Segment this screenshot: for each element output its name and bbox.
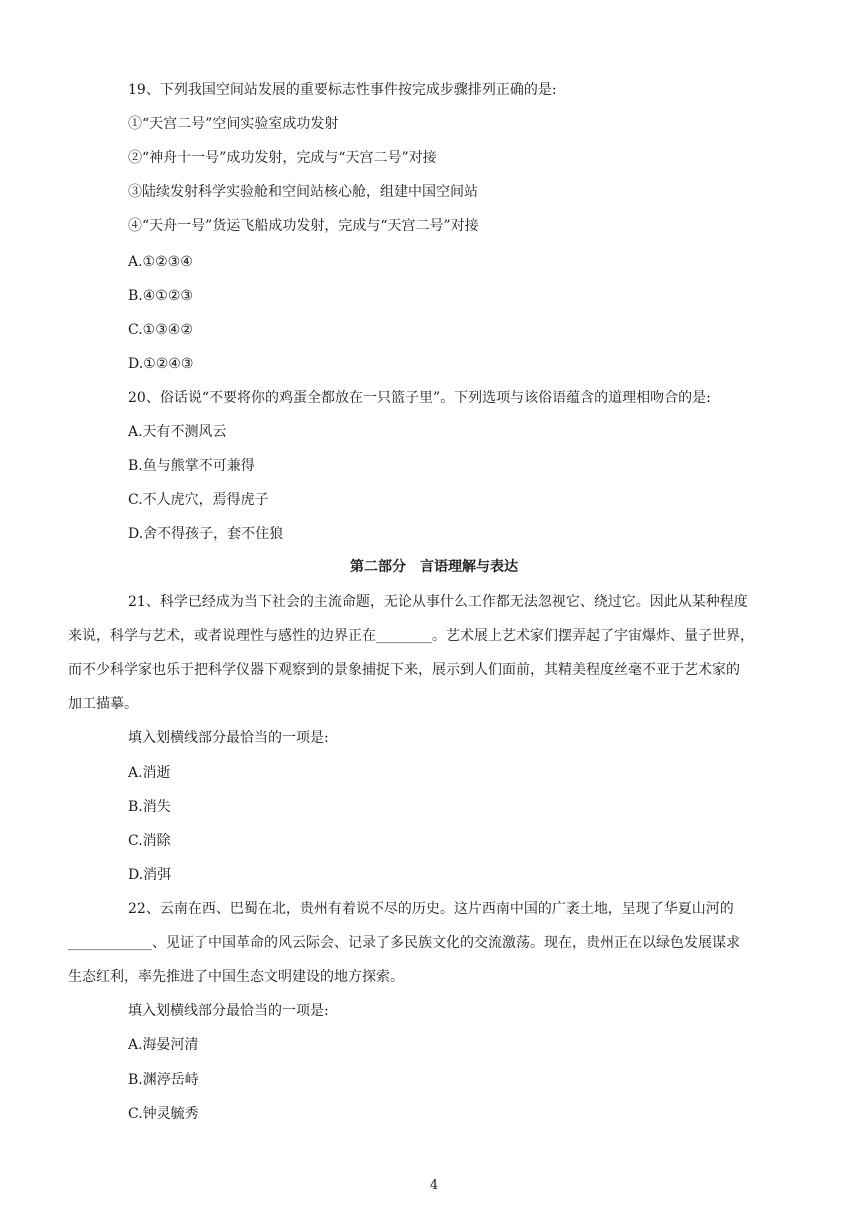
section-heading: 第二部分 言语理解与表达 bbox=[350, 559, 518, 575]
q22-prompt: 填入划横线部分最恰当的一项是: bbox=[128, 1003, 329, 1019]
q20-option-a: A.天有不测风云 bbox=[128, 424, 227, 440]
q21-option-b: B.消失 bbox=[128, 799, 171, 815]
q21-line-4: 加工描摹。 bbox=[68, 696, 138, 712]
q20-option-b: B.鱼与熊掌不可兼得 bbox=[128, 458, 255, 474]
q21-option-c: C.消除 bbox=[128, 833, 171, 849]
q19-option-b: B.④①②③ bbox=[128, 288, 193, 304]
q22-option-a: A.海晏河清 bbox=[128, 1037, 199, 1053]
q19-item-2: ②“神舟十一号”成功发射，完成与“天宫二号”对接 bbox=[128, 150, 437, 166]
q19-option-c: C.①③④② bbox=[128, 322, 193, 338]
q22-line-3: 生态红利，率先推进了中国生态文明建设的地方探索。 bbox=[68, 969, 404, 985]
q19-stem: 19、下列我国空间站发展的重要标志性事件按完成步骤排列正确的是: bbox=[128, 82, 557, 98]
q22-option-c: C.钟灵毓秀 bbox=[128, 1106, 199, 1122]
q20-option-c: C.不人虎穴，焉得虎子 bbox=[128, 492, 269, 508]
q21-option-a: A.消逝 bbox=[128, 765, 171, 781]
q19-item-3: ③陆续发射科学实验舱和空间站核心舱，组建中国空间站 bbox=[128, 184, 478, 200]
q21-line-2: 来说，科学与艺术，或者说理性与感性的边界正在________。艺术展上艺术家们摆弄起了宇宙爆炸、量子世界， bbox=[68, 628, 754, 644]
q22-option-b: B.渊渟岳峙 bbox=[128, 1072, 199, 1088]
q19-item-4: ④“天舟一号”货运飞船成功发射，完成与“天宫二号”对接 bbox=[128, 218, 479, 234]
q21-line-3: 而不少科学家也乐于把科学仪器下观察到的景象捕捉下来，展示到人们面前，其精美程度丝毫不亚于艺术家的 bbox=[68, 662, 740, 678]
q22-line-1: 22、云南在西、巴蜀在北，贵州有着说不尽的历史。这片西南中国的广袤土地，呈现了华夏山河的 bbox=[128, 901, 734, 917]
q19-option-d: D.①②④③ bbox=[128, 356, 194, 372]
q20-stem: 20、俗话说“不要将你的鸡蛋全都放在一只篮子里”。下列选项与该俗语蕴含的道理相吻合的是: bbox=[128, 390, 711, 406]
page-number: 4 bbox=[429, 1178, 439, 1193]
q19-item-1: ①“天宫二号”空间实验室成功发射 bbox=[128, 116, 339, 132]
q21-option-d: D.消弭 bbox=[128, 867, 172, 883]
q22-line-2: ____________、见证了中国革命的风云际会、记录了多民族文化的交流激荡。现在，贵州正在以绿色发展谋求 bbox=[68, 935, 740, 951]
q20-option-d: D.舍不得孩子，套不住狼 bbox=[128, 526, 284, 542]
q19-option-a: A.①②③④ bbox=[128, 254, 193, 270]
q21-prompt: 填入划横线部分最恰当的一项是: bbox=[128, 730, 329, 746]
q21-line-1: 21、科学已经成为当下社会的主流命题，无论从事什么工作都无法忽视它、绕过它。因此从某种程度 bbox=[128, 594, 748, 610]
